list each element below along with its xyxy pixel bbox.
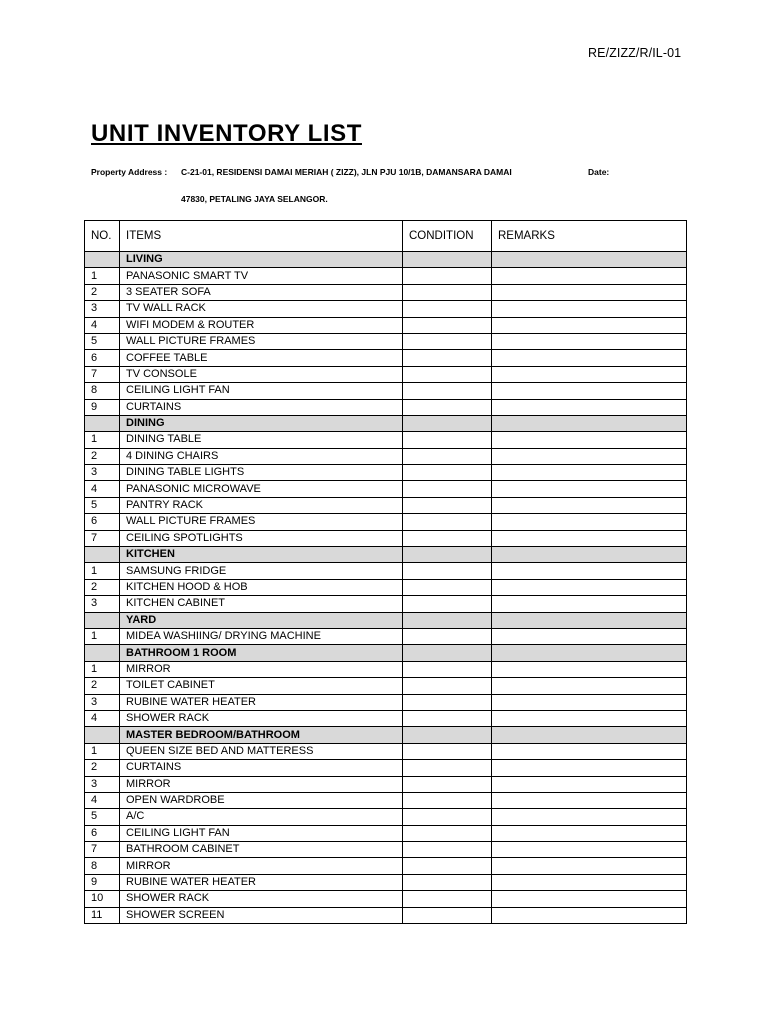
table-row xyxy=(85,383,687,399)
remarks-cell xyxy=(492,842,687,858)
remarks-cell xyxy=(492,760,687,776)
item-name: OPEN WARDROBE xyxy=(120,792,403,808)
condition-cell xyxy=(403,579,492,595)
header-items: ITEMS xyxy=(120,221,403,252)
remarks-cell xyxy=(492,284,687,300)
section-condition-cell xyxy=(403,547,492,563)
table-header-row xyxy=(85,221,687,252)
remarks-cell xyxy=(492,678,687,694)
remarks-cell xyxy=(492,432,687,448)
condition-cell xyxy=(403,366,492,382)
remarks-cell xyxy=(492,809,687,825)
table-row xyxy=(85,317,687,333)
condition-cell xyxy=(403,694,492,710)
property-address-line-1: C-21-01, RESIDENSI DAMAI MERIAH ( ZIZZ), JLN PJU 10/1B, DAMANSARA DAMAI xyxy=(181,167,512,177)
section-condition-cell xyxy=(403,727,492,743)
table-row xyxy=(85,530,687,546)
item-name: RUBINE WATER HEATER xyxy=(120,874,403,890)
table-row xyxy=(85,760,687,776)
remarks-cell xyxy=(492,874,687,890)
remarks-cell xyxy=(492,497,687,513)
table-row xyxy=(85,399,687,415)
page-title: UNIT INVENTORY LIST xyxy=(91,120,362,147)
table-row xyxy=(85,907,687,923)
condition-cell xyxy=(403,842,492,858)
remarks-cell xyxy=(492,907,687,923)
document-reference: RE/ZIZZ/R/IL-01 xyxy=(588,46,682,60)
item-number: 8 xyxy=(85,858,120,874)
condition-cell xyxy=(403,596,492,612)
remarks-cell xyxy=(492,891,687,907)
property-address-line-2: 47830, PETALING JAYA SELANGOR. xyxy=(181,194,328,204)
item-number: 4 xyxy=(85,792,120,808)
remarks-cell xyxy=(492,350,687,366)
item-name: WALL PICTURE FRAMES xyxy=(120,514,403,530)
header-no: NO. xyxy=(85,221,120,252)
table-row xyxy=(85,891,687,907)
table-row xyxy=(85,842,687,858)
remarks-cell xyxy=(492,858,687,874)
item-name: PANASONIC MICROWAVE xyxy=(120,481,403,497)
section-header-row xyxy=(85,252,687,268)
item-name: COFFEE TABLE xyxy=(120,350,403,366)
remarks-cell xyxy=(492,776,687,792)
item-number: 7 xyxy=(85,842,120,858)
header-condition: CONDITION xyxy=(403,221,492,252)
table-row xyxy=(85,596,687,612)
table-row xyxy=(85,465,687,481)
remarks-cell xyxy=(492,694,687,710)
condition-cell xyxy=(403,563,492,579)
table-row xyxy=(85,825,687,841)
table-row xyxy=(85,432,687,448)
table-row xyxy=(85,301,687,317)
remarks-cell xyxy=(492,366,687,382)
section-no-cell xyxy=(85,252,120,268)
item-number: 2 xyxy=(85,448,120,464)
item-name: 3 SEATER SOFA xyxy=(120,284,403,300)
item-name: SAMSUNG FRIDGE xyxy=(120,563,403,579)
section-header-row xyxy=(85,415,687,431)
section-name: MASTER BEDROOM/BATHROOM xyxy=(120,727,403,743)
condition-cell xyxy=(403,792,492,808)
section-no-cell xyxy=(85,415,120,431)
section-no-cell xyxy=(85,727,120,743)
item-name: KITCHEN HOOD & HOB xyxy=(120,579,403,595)
item-number: 6 xyxy=(85,514,120,530)
remarks-cell xyxy=(492,481,687,497)
condition-cell xyxy=(403,874,492,890)
item-name: CURTAINS xyxy=(120,760,403,776)
table-row xyxy=(85,497,687,513)
condition-cell xyxy=(403,891,492,907)
item-name: SHOWER SCREEN xyxy=(120,907,403,923)
item-name: TV CONSOLE xyxy=(120,366,403,382)
item-number: 4 xyxy=(85,481,120,497)
item-number: 5 xyxy=(85,497,120,513)
table-row xyxy=(85,268,687,284)
table-row xyxy=(85,743,687,759)
item-number: 3 xyxy=(85,596,120,612)
item-number: 7 xyxy=(85,530,120,546)
item-number: 9 xyxy=(85,399,120,415)
section-remarks-cell xyxy=(492,547,687,563)
remarks-cell xyxy=(492,710,687,726)
section-remarks-cell xyxy=(492,727,687,743)
remarks-cell xyxy=(492,301,687,317)
condition-cell xyxy=(403,514,492,530)
item-number: 4 xyxy=(85,317,120,333)
condition-cell xyxy=(403,825,492,841)
item-name: DINING TABLE LIGHTS xyxy=(120,465,403,481)
section-condition-cell xyxy=(403,645,492,661)
condition-cell xyxy=(403,710,492,726)
condition-cell xyxy=(403,678,492,694)
item-name: CEILING LIGHT FAN xyxy=(120,383,403,399)
remarks-cell xyxy=(492,268,687,284)
item-number: 2 xyxy=(85,678,120,694)
item-number: 7 xyxy=(85,366,120,382)
item-number: 8 xyxy=(85,383,120,399)
condition-cell xyxy=(403,448,492,464)
remarks-cell xyxy=(492,628,687,644)
table-row xyxy=(85,366,687,382)
table-row xyxy=(85,661,687,677)
item-name: PANASONIC SMART TV xyxy=(120,268,403,284)
section-condition-cell xyxy=(403,252,492,268)
item-number: 5 xyxy=(85,809,120,825)
remarks-cell xyxy=(492,596,687,612)
section-header-row xyxy=(85,727,687,743)
property-address-label: Property Address : xyxy=(91,167,168,177)
condition-cell xyxy=(403,268,492,284)
item-name: MIRROR xyxy=(120,661,403,677)
condition-cell xyxy=(403,776,492,792)
remarks-cell xyxy=(492,317,687,333)
item-name: CURTAINS xyxy=(120,399,403,415)
table-row xyxy=(85,350,687,366)
inventory-table xyxy=(84,220,687,924)
condition-cell xyxy=(403,760,492,776)
condition-cell xyxy=(403,333,492,349)
item-number: 3 xyxy=(85,465,120,481)
condition-cell xyxy=(403,317,492,333)
item-name: 4 DINING CHAIRS xyxy=(120,448,403,464)
remarks-cell xyxy=(492,579,687,595)
condition-cell xyxy=(403,858,492,874)
item-number: 6 xyxy=(85,350,120,366)
table-row xyxy=(85,563,687,579)
item-number: 5 xyxy=(85,333,120,349)
item-number: 9 xyxy=(85,874,120,890)
section-no-cell xyxy=(85,547,120,563)
item-name: PANTRY RACK xyxy=(120,497,403,513)
section-header-row xyxy=(85,612,687,628)
section-condition-cell xyxy=(403,415,492,431)
table-row xyxy=(85,333,687,349)
table-row xyxy=(85,694,687,710)
table-row xyxy=(85,579,687,595)
item-name: MIDEA WASHIING/ DRYING MACHINE xyxy=(120,628,403,644)
item-number: 11 xyxy=(85,907,120,923)
item-name: KITCHEN CABINET xyxy=(120,596,403,612)
item-number: 10 xyxy=(85,891,120,907)
condition-cell xyxy=(403,399,492,415)
remarks-cell xyxy=(492,514,687,530)
item-name: CEILING LIGHT FAN xyxy=(120,825,403,841)
section-name: DINING xyxy=(120,415,403,431)
table-row xyxy=(85,284,687,300)
table-row xyxy=(85,514,687,530)
condition-cell xyxy=(403,465,492,481)
table-row xyxy=(85,678,687,694)
condition-cell xyxy=(403,432,492,448)
date-label: Date: xyxy=(588,167,610,177)
item-number: 1 xyxy=(85,563,120,579)
condition-cell xyxy=(403,628,492,644)
remarks-cell xyxy=(492,448,687,464)
section-remarks-cell xyxy=(492,612,687,628)
remarks-cell xyxy=(492,399,687,415)
table-row xyxy=(85,858,687,874)
item-name: WALL PICTURE FRAMES xyxy=(120,333,403,349)
section-name: LIVING xyxy=(120,252,403,268)
condition-cell xyxy=(403,497,492,513)
item-name: TV WALL RACK xyxy=(120,301,403,317)
item-number: 2 xyxy=(85,760,120,776)
section-remarks-cell xyxy=(492,252,687,268)
item-name: MIRROR xyxy=(120,776,403,792)
item-number: 6 xyxy=(85,825,120,841)
item-number: 3 xyxy=(85,694,120,710)
table-row xyxy=(85,448,687,464)
item-name: TOILET CABINET xyxy=(120,678,403,694)
section-header-row xyxy=(85,645,687,661)
item-name: DINING TABLE xyxy=(120,432,403,448)
section-no-cell xyxy=(85,612,120,628)
section-remarks-cell xyxy=(492,415,687,431)
section-condition-cell xyxy=(403,612,492,628)
remarks-cell xyxy=(492,825,687,841)
condition-cell xyxy=(403,350,492,366)
item-name: A/C xyxy=(120,809,403,825)
remarks-cell xyxy=(492,661,687,677)
item-number: 3 xyxy=(85,776,120,792)
remarks-cell xyxy=(492,383,687,399)
section-name: BATHROOM 1 ROOM xyxy=(120,645,403,661)
table-row xyxy=(85,792,687,808)
condition-cell xyxy=(403,743,492,759)
item-number: 1 xyxy=(85,661,120,677)
item-name: CEILING SPOTLIGHTS xyxy=(120,530,403,546)
table-row xyxy=(85,809,687,825)
item-name: BATHROOM CABINET xyxy=(120,842,403,858)
remarks-cell xyxy=(492,530,687,546)
table-row xyxy=(85,710,687,726)
table-row xyxy=(85,874,687,890)
inventory-table-body xyxy=(85,252,687,924)
item-number: 1 xyxy=(85,743,120,759)
item-number: 1 xyxy=(85,432,120,448)
remarks-cell xyxy=(492,563,687,579)
item-number: 4 xyxy=(85,710,120,726)
remarks-cell xyxy=(492,333,687,349)
item-number: 2 xyxy=(85,579,120,595)
header-remarks: REMARKS xyxy=(492,221,687,252)
item-number: 3 xyxy=(85,301,120,317)
section-header-row xyxy=(85,547,687,563)
remarks-cell xyxy=(492,792,687,808)
condition-cell xyxy=(403,809,492,825)
table-row xyxy=(85,776,687,792)
condition-cell xyxy=(403,383,492,399)
table-row xyxy=(85,481,687,497)
condition-cell xyxy=(403,661,492,677)
section-no-cell xyxy=(85,645,120,661)
item-name: RUBINE WATER HEATER xyxy=(120,694,403,710)
item-name: QUEEN SIZE BED AND MATTERESS xyxy=(120,743,403,759)
table-row xyxy=(85,628,687,644)
item-name: SHOWER RACK xyxy=(120,891,403,907)
condition-cell xyxy=(403,284,492,300)
section-name: KITCHEN xyxy=(120,547,403,563)
condition-cell xyxy=(403,481,492,497)
item-name: SHOWER RACK xyxy=(120,710,403,726)
item-name: WIFI MODEM & ROUTER xyxy=(120,317,403,333)
item-number: 2 xyxy=(85,284,120,300)
item-name: MIRROR xyxy=(120,858,403,874)
section-remarks-cell xyxy=(492,645,687,661)
section-name: YARD xyxy=(120,612,403,628)
item-number: 1 xyxy=(85,268,120,284)
remarks-cell xyxy=(492,743,687,759)
remarks-cell xyxy=(492,465,687,481)
condition-cell xyxy=(403,530,492,546)
condition-cell xyxy=(403,907,492,923)
item-number: 1 xyxy=(85,628,120,644)
condition-cell xyxy=(403,301,492,317)
